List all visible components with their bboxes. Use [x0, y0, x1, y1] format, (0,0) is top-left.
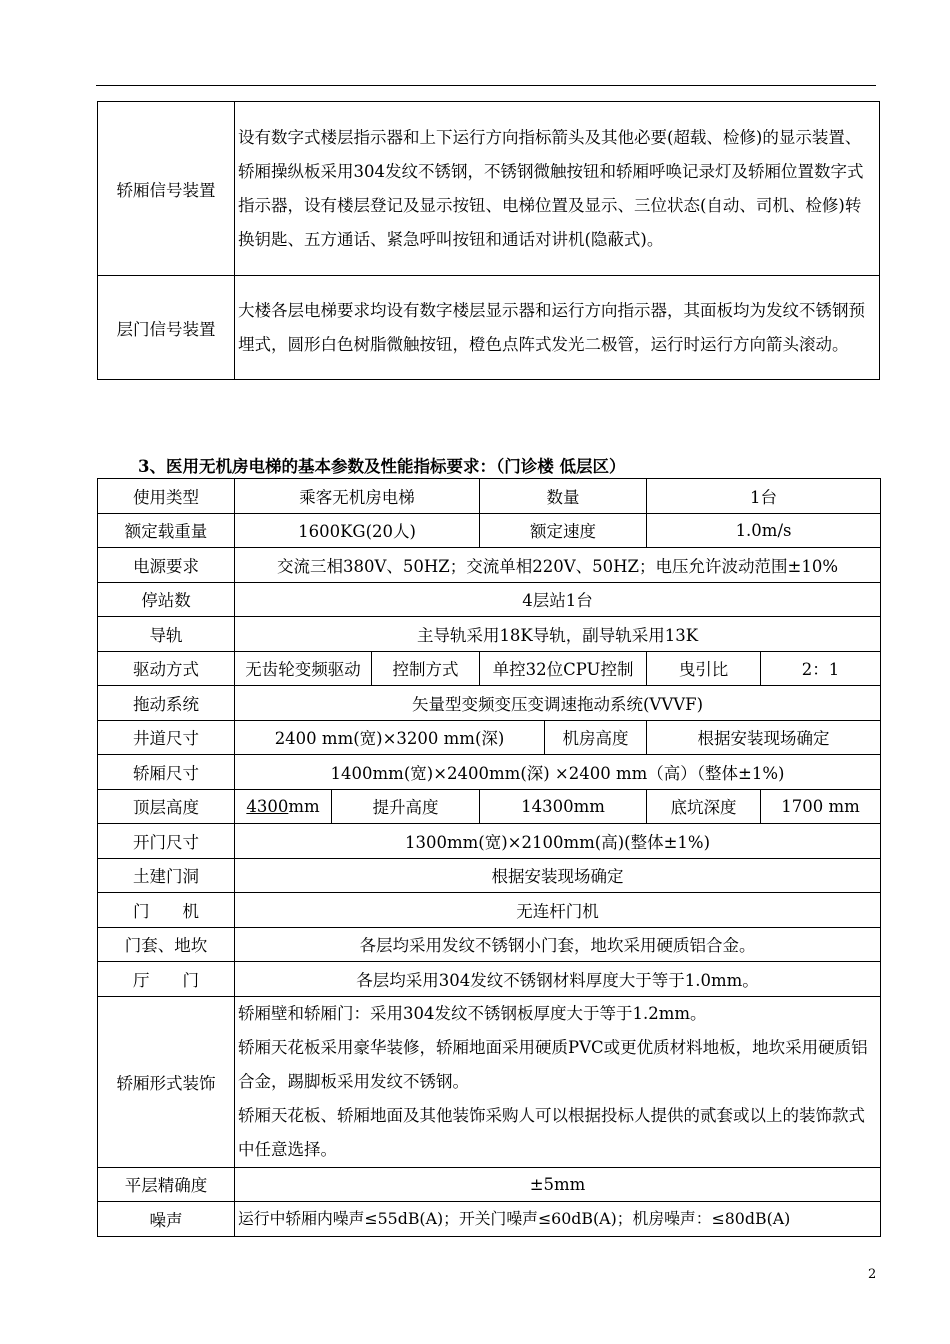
param-value: 2400 mm(宽)×3200 mm(深) [235, 720, 545, 755]
param-label: 使用类型 [98, 479, 235, 514]
table-row [98, 720, 881, 755]
param-value: 交流三相380V、50HZ；交流单相220V、50HZ；电压允许波动范围±10% [235, 548, 881, 583]
row-label: 层门信号装置 [98, 276, 235, 380]
param-value: 1.0m/s [647, 513, 881, 548]
param-label: 停站数 [98, 582, 235, 617]
decoration-line: 轿厢天花板采用豪华装修，轿厢地面采用硬质PVC或更优质材料地板，地坎采用硬质铝合金，踢脚板采用发纹不锈钢。 [238, 1037, 868, 1091]
param-value: 根据安装现场确定 [235, 858, 881, 893]
signal-device-table [97, 101, 880, 380]
param-label: 门套、地坎 [98, 927, 235, 962]
param-label: 机房高度 [545, 720, 647, 755]
table-row [98, 755, 881, 790]
param-label: 顶层高度 [98, 789, 235, 824]
table-row [98, 1167, 881, 1202]
param-value: 4层站1台 [235, 582, 881, 617]
table-row [98, 789, 881, 824]
param-label: 导轨 [98, 617, 235, 652]
param-label: 轿厢形式装饰 [98, 996, 235, 1167]
param-label: 驱动方式 [98, 651, 235, 686]
decoration-line: 轿厢壁和轿厢门：采用304发纹不锈钢板厚度大于等于1.2mm。 [238, 1003, 707, 1023]
param-value: 1300mm(宽)×2100mm(高)(整体±1%) [235, 824, 881, 859]
param-label: 厅 门 [98, 962, 235, 997]
param-label: 土建门洞 [98, 858, 235, 893]
param-label: 额定速度 [480, 513, 647, 548]
param-label: 噪声 [98, 1202, 235, 1237]
table-row [98, 276, 880, 380]
param-value: 2：1 [761, 651, 881, 686]
param-value: 根据安装现场确定 [647, 720, 881, 755]
param-label: 门 机 [98, 893, 235, 928]
table-row [98, 962, 881, 997]
param-label: 井道尺寸 [98, 720, 235, 755]
param-value: 运行中轿厢内噪声≤55dB(A)；开关门噪声≤60dB(A)；机房噪声：≤80dB(A) [235, 1202, 881, 1237]
table-row [98, 1202, 881, 1237]
param-value: 单控32位CPU控制 [480, 651, 647, 686]
param-value [235, 996, 881, 1167]
param-label: 平层精确度 [98, 1167, 235, 1202]
param-value: ±5mm [235, 1167, 881, 1202]
page-number: 2 [868, 1267, 877, 1282]
param-value [235, 789, 332, 824]
param-value: 14300mm [480, 789, 647, 824]
table-row [98, 479, 881, 514]
param-label: 拖动系统 [98, 686, 235, 721]
table-row [98, 651, 881, 686]
table-row [98, 824, 881, 859]
table-row [98, 513, 881, 548]
row-content: 大楼各层电梯要求均设有数字楼层显示器和运行方向指示器，其面板均为发纹不锈钢预埋式，圆形白色树脂微触按钮，橙色点阵式发光二极管，运行时运行方向箭头滚动。 [235, 276, 880, 380]
param-value: 乘客无机房电梯 [235, 479, 480, 514]
param-value: 1台 [647, 479, 881, 514]
param-value: 矢量型变频变压变调速拖动系统(VVVF) [235, 686, 881, 721]
param-value: 各层均采用304发纹不锈钢材料厚度大于等于1.0mm。 [235, 962, 881, 997]
param-value: 无齿轮变频驱动 [235, 651, 372, 686]
header-rule [96, 85, 876, 86]
param-value: 1400mm(宽)×2400mm(深) ×2400 mm（高）（整体±1%) [235, 755, 881, 790]
row-label: 轿厢信号装置 [98, 102, 235, 276]
table-row [98, 996, 881, 1167]
param-value: 各层均采用发纹不锈钢小门套，地坎采用硬质铝合金。 [235, 927, 881, 962]
underlined-value: 4300 [246, 796, 289, 816]
table-row [98, 102, 880, 276]
table-row [98, 582, 881, 617]
table-row [98, 548, 881, 583]
param-label: 曳引比 [647, 651, 761, 686]
table-row [98, 686, 881, 721]
row-content: 设有数字式楼层指示器和上下运行方向指标箭头及其他必要(超载、检修)的显示装置、轿厢操纵板采用304发纹不锈钢，不锈钢微触按钮和轿厢呼唤记录灯及轿厢位置数字式指示器，设有楼层登记及显示按钮、电梯位置及显示、三位状态(自动、司机、检修)转换钥匙、五方通话、紧急呼叫按钮和通话对讲机(隐蔽式)。 [235, 102, 880, 276]
section-heading: 3、医用无机房电梯的基本参数及性能指标要求：（门诊楼 低层区） [138, 457, 626, 476]
param-label: 额定载重量 [98, 513, 235, 548]
param-label: 轿厢尺寸 [98, 755, 235, 790]
decoration-line: 轿厢天花板、轿厢地面及其他装饰采购人可以根据投标人提供的贰套或以上的装饰款式中任意选择。 [238, 1105, 865, 1159]
table-row [98, 858, 881, 893]
param-value: 1600KG(20人) [235, 513, 480, 548]
param-label: 开门尺寸 [98, 824, 235, 859]
param-label: 控制方式 [372, 651, 480, 686]
table-row [98, 617, 881, 652]
param-value: 1700 mm [761, 789, 881, 824]
param-label: 提升高度 [332, 789, 480, 824]
param-label: 底坑深度 [647, 789, 761, 824]
table-row [98, 927, 881, 962]
param-value: 主导轨采用18K导轨，副导轨采用13K [235, 617, 881, 652]
value-unit: mm [288, 796, 320, 816]
table-row [98, 893, 881, 928]
param-label: 数量 [480, 479, 647, 514]
param-label: 电源要求 [98, 548, 235, 583]
elevator-parameter-table [97, 478, 881, 1237]
param-value: 无连杆门机 [235, 893, 881, 928]
